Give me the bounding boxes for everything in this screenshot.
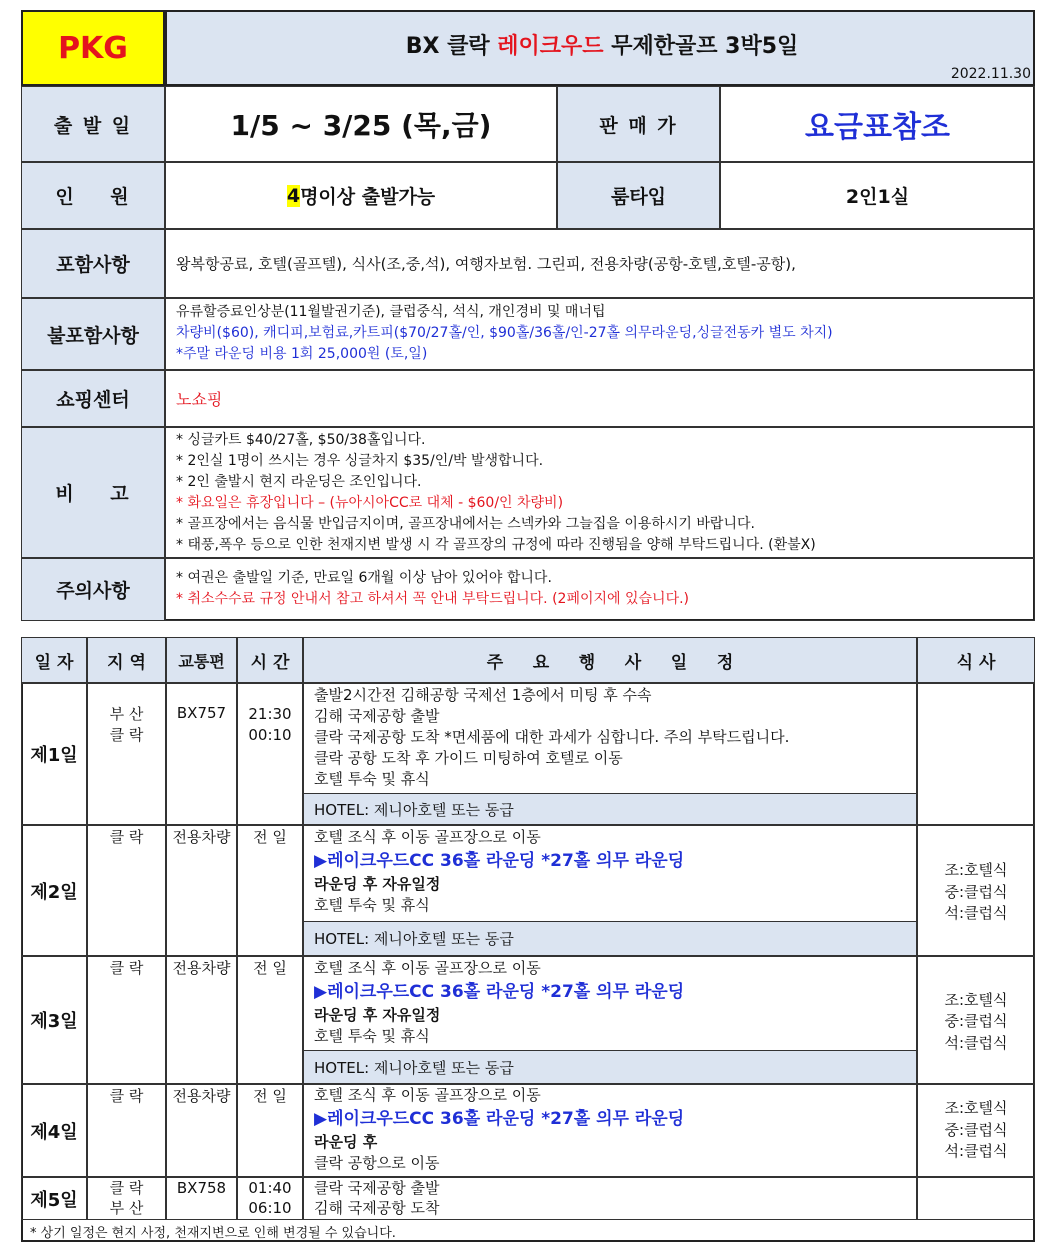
- day-3-transport: [166, 956, 237, 1084]
- remarks-label: 비 고: [21, 427, 165, 558]
- day-1-line-2: 김해 국제공항 출발: [314, 707, 440, 725]
- day-2-meal-dinner: 석:클럽식: [944, 904, 1008, 923]
- remarks-line-5: * 골프장에서는 음식물 반입금지이며, 골프장내에서는 스넥카와 그늘집을 이용하시기 바랍니다.: [176, 516, 755, 532]
- day-5-label: 제5일: [21, 1177, 87, 1220]
- remarks-line-4: * 화요일은 휴장입니다 – (뉴아시아CC로 대체 - $60/인 차량비): [176, 495, 564, 511]
- people-value: [165, 162, 557, 229]
- day-3-meal-lunch: 중:클럽식: [944, 1012, 1008, 1031]
- people-text: 명이상 출발가능: [300, 186, 436, 208]
- day-3-meal-breakfast: 조:호텔식: [944, 990, 1008, 1009]
- pkg-badge: [21, 10, 165, 86]
- day-1-transport: [166, 683, 237, 825]
- title-suffix: 무제한골프 3박5일: [603, 33, 799, 59]
- day-1-region-from: 부 산: [109, 705, 144, 723]
- day-4-time: [237, 1084, 303, 1177]
- day-1-label: 제1일: [21, 683, 87, 825]
- day-5-time-arr: 06:10: [248, 1199, 292, 1217]
- title-highlight: 레이크우드: [497, 33, 604, 59]
- day-5-flight: BX758: [176, 1179, 227, 1197]
- day-4-schedule: [303, 1084, 917, 1177]
- col-header-transport: 교통편: [166, 637, 237, 683]
- day-2-vehicle: 전용차량: [172, 828, 231, 846]
- day-3-line-2: ▶레이크우드CC 36홀 라운딩 *27홀 의무 라운딩: [314, 982, 685, 1002]
- price-value: 요금표참조: [720, 86, 1035, 162]
- people-label: 인 원: [21, 162, 165, 229]
- excluded-line-2: 차량비($60), 캐디피,보험료,카트피($70/27홀/인, $90홀/36홀/인-27홀 의무라운딩,싱글전동카 별도 차지): [176, 325, 833, 341]
- departure-label: 출 발 일: [21, 86, 165, 162]
- day-1-line-1: 출발2시간전 김해공항 국제선 1층에서 미팅 후 수속: [314, 686, 652, 704]
- day-3-region-name: 클 락: [109, 959, 144, 977]
- day-1-time-arr: 00:10: [248, 726, 292, 744]
- col-header-time: 시 간: [237, 637, 303, 683]
- title-bar: [165, 10, 1035, 86]
- day-4-region-name: 클 락: [109, 1087, 144, 1105]
- day-2-transport: [166, 825, 237, 956]
- people-number: 4: [286, 184, 301, 207]
- remarks-line-3: * 2인 출발시 현지 라운딩은 조인입니다.: [176, 474, 422, 490]
- day-1-time-dep: 21:30: [248, 705, 292, 723]
- shopping-label: 쇼핑센터: [21, 370, 165, 427]
- day-1-hotel: HOTEL: 제니아호텔 또는 동급: [303, 793, 917, 825]
- day-1-region: [87, 683, 166, 825]
- day-2-meal-lunch: 중:클럽식: [944, 882, 1008, 901]
- caution-label: 주의사항: [21, 558, 165, 621]
- day-5-time-dep: 01:40: [248, 1179, 292, 1197]
- shopping-value: 노쇼핑: [176, 390, 223, 409]
- day-1-flight: BX757: [176, 704, 227, 722]
- day-3-meals: [917, 956, 1035, 1084]
- col-header-meals: 식 사: [917, 637, 1035, 683]
- day-1-meals: [917, 683, 1035, 825]
- day-4-time-value: 전 일: [253, 1087, 287, 1105]
- col-header-region: 지 역: [87, 637, 166, 683]
- day-3-time: [237, 956, 303, 1084]
- day-3-line-4: 호텔 투숙 및 휴식: [314, 1027, 430, 1045]
- day-2-region: [87, 825, 166, 956]
- included-text: 왕복항공료, 호텔(골프텔), 식사(조,중,석), 여행자보험. 그린피, 전용차량(공항-호텔,호텔-공항),: [176, 255, 796, 273]
- day-2-time: [237, 825, 303, 956]
- excluded-cell: [165, 298, 1035, 370]
- departure-value: 1/5 ~ 3/25 (목,금): [165, 86, 557, 162]
- day-5-schedule: [303, 1177, 917, 1220]
- day-2-line-1: 호텔 조식 후 이동 골프장으로 이동: [314, 828, 541, 846]
- day-4-line-3: 라운딩 후: [314, 1133, 378, 1151]
- remarks-cell: [165, 427, 1035, 558]
- day-3-meal-dinner: 석:클럽식: [944, 1033, 1008, 1052]
- day-1-line-3: 클락 국제공항 도착 *면세품에 대한 과세가 심합니다. 주의 부탁드립니다.: [314, 728, 790, 746]
- day-4-meal-dinner: 석:클럽식: [944, 1142, 1008, 1161]
- title-prefix: BX 클락: [405, 33, 498, 59]
- day-5-time: [237, 1177, 303, 1220]
- doc-date: 2022.11.30: [950, 66, 1031, 82]
- day-4-meal-lunch: 중:클럽식: [944, 1120, 1008, 1139]
- day-3-line-3: 라운딩 후 자유일정: [314, 1006, 441, 1024]
- caution-line-1: * 여권은 출발일 기준, 만료일 6개월 이상 남아 있어야 합니다.: [176, 570, 552, 586]
- day-5-line-2: 김해 국제공항 도착: [314, 1199, 440, 1217]
- included-cell: [165, 229, 1035, 298]
- day-4-meal-breakfast: 조:호텔식: [944, 1099, 1008, 1118]
- day-2-meals: [917, 825, 1035, 956]
- day-2-time-value: 전 일: [253, 828, 287, 846]
- day-5-line-1: 클락 국제공항 출발: [314, 1179, 440, 1197]
- day-2-line-2: ▶레이크우드CC 36홀 라운딩 *27홀 의무 라운딩: [314, 851, 685, 871]
- day-4-label: 제4일: [21, 1084, 87, 1177]
- included-label: 포함사항: [21, 229, 165, 298]
- pkg-badge-label: PKG: [58, 30, 128, 66]
- day-2-meal-breakfast: 조:호텔식: [944, 861, 1008, 880]
- day-3-vehicle: 전용차량: [172, 959, 231, 977]
- day-1-line-4: 클락 공항 도착 후 가이드 미팅하여 호텔로 이동: [314, 749, 623, 767]
- day-4-line-4: 클락 공항으로 이동: [314, 1154, 440, 1172]
- excluded-line-3: *주말 라운딩 비용 1회 25,000원 (토,일): [176, 346, 428, 362]
- day-4-line-2: ▶레이크우드CC 36홀 라운딩 *27홀 의무 라운딩: [314, 1109, 685, 1129]
- shopping-cell: [165, 370, 1035, 427]
- caution-cell: [165, 558, 1035, 621]
- day-4-meals: [917, 1084, 1035, 1177]
- day-4-vehicle: 전용차량: [172, 1087, 231, 1105]
- col-header-schedule: 주 요 행 사 일 정: [303, 637, 917, 683]
- remarks-line-1: * 싱글카트 $40/27홀, $50/38홀입니다.: [176, 432, 426, 448]
- day-5-region-to: 부 산: [109, 1199, 144, 1217]
- excluded-label: 불포함사항: [21, 298, 165, 370]
- day-3-label: 제3일: [21, 956, 87, 1084]
- remarks-line-6: * 태풍,폭우 등으로 인한 천재지변 발생 시 각 골프장의 규정에 따라 진행됨을 양해 부탁드립니다. (환불X): [176, 537, 816, 553]
- day-2-line-4: 호텔 투숙 및 휴식: [314, 896, 430, 914]
- day-5-region: [87, 1177, 166, 1220]
- day-5-meals: [917, 1177, 1035, 1220]
- day-4-transport: [166, 1084, 237, 1177]
- day-5-transport: [166, 1177, 237, 1220]
- price-label: 판 매 가: [557, 86, 720, 162]
- schedule-footnote: * 상기 일정은 현지 사정, 천재지변으로 인해 변경될 수 있습니다.: [30, 1226, 396, 1241]
- room-label: 룸타입: [557, 162, 720, 229]
- day-3-hotel: HOTEL: 제니아호텔 또는 동급: [303, 1050, 917, 1084]
- day-4-region: [87, 1084, 166, 1177]
- caution-line-2: * 취소수수료 규정 안내서 참고 하셔서 꼭 안내 부탁드립니다. (2페이지에 있습니다.): [176, 591, 689, 607]
- day-3-time-value: 전 일: [253, 959, 287, 977]
- day-3-line-1: 호텔 조식 후 이동 골프장으로 이동: [314, 959, 541, 977]
- page-title: [167, 24, 1037, 64]
- day-3-region: [87, 956, 166, 1084]
- col-header-day: 일 자: [21, 637, 87, 683]
- day-1-region-to: 클 락: [109, 726, 144, 744]
- day-2-line-3: 라운딩 후 자유일정: [314, 875, 441, 893]
- day-1-line-5: 호텔 투숙 및 휴식: [314, 770, 430, 788]
- day-2-label: 제2일: [21, 825, 87, 956]
- excluded-line-1: 유류할증료인상분(11월발권기준), 클럽중식, 석식, 개인경비 및 매너팁: [176, 304, 606, 320]
- remarks-line-2: * 2인실 1명이 쓰시는 경우 싱글차지 $35/인/박 발생합니다.: [176, 453, 544, 469]
- day-2-hotel: HOTEL: 제니아호텔 또는 동급: [303, 921, 917, 956]
- room-value: 2인1실: [720, 162, 1035, 229]
- day-2-region-name: 클 락: [109, 828, 144, 846]
- day-1-time: [237, 683, 303, 825]
- day-4-line-1: 호텔 조식 후 이동 골프장으로 이동: [314, 1086, 541, 1104]
- day-5-region-from: 클 락: [109, 1179, 144, 1197]
